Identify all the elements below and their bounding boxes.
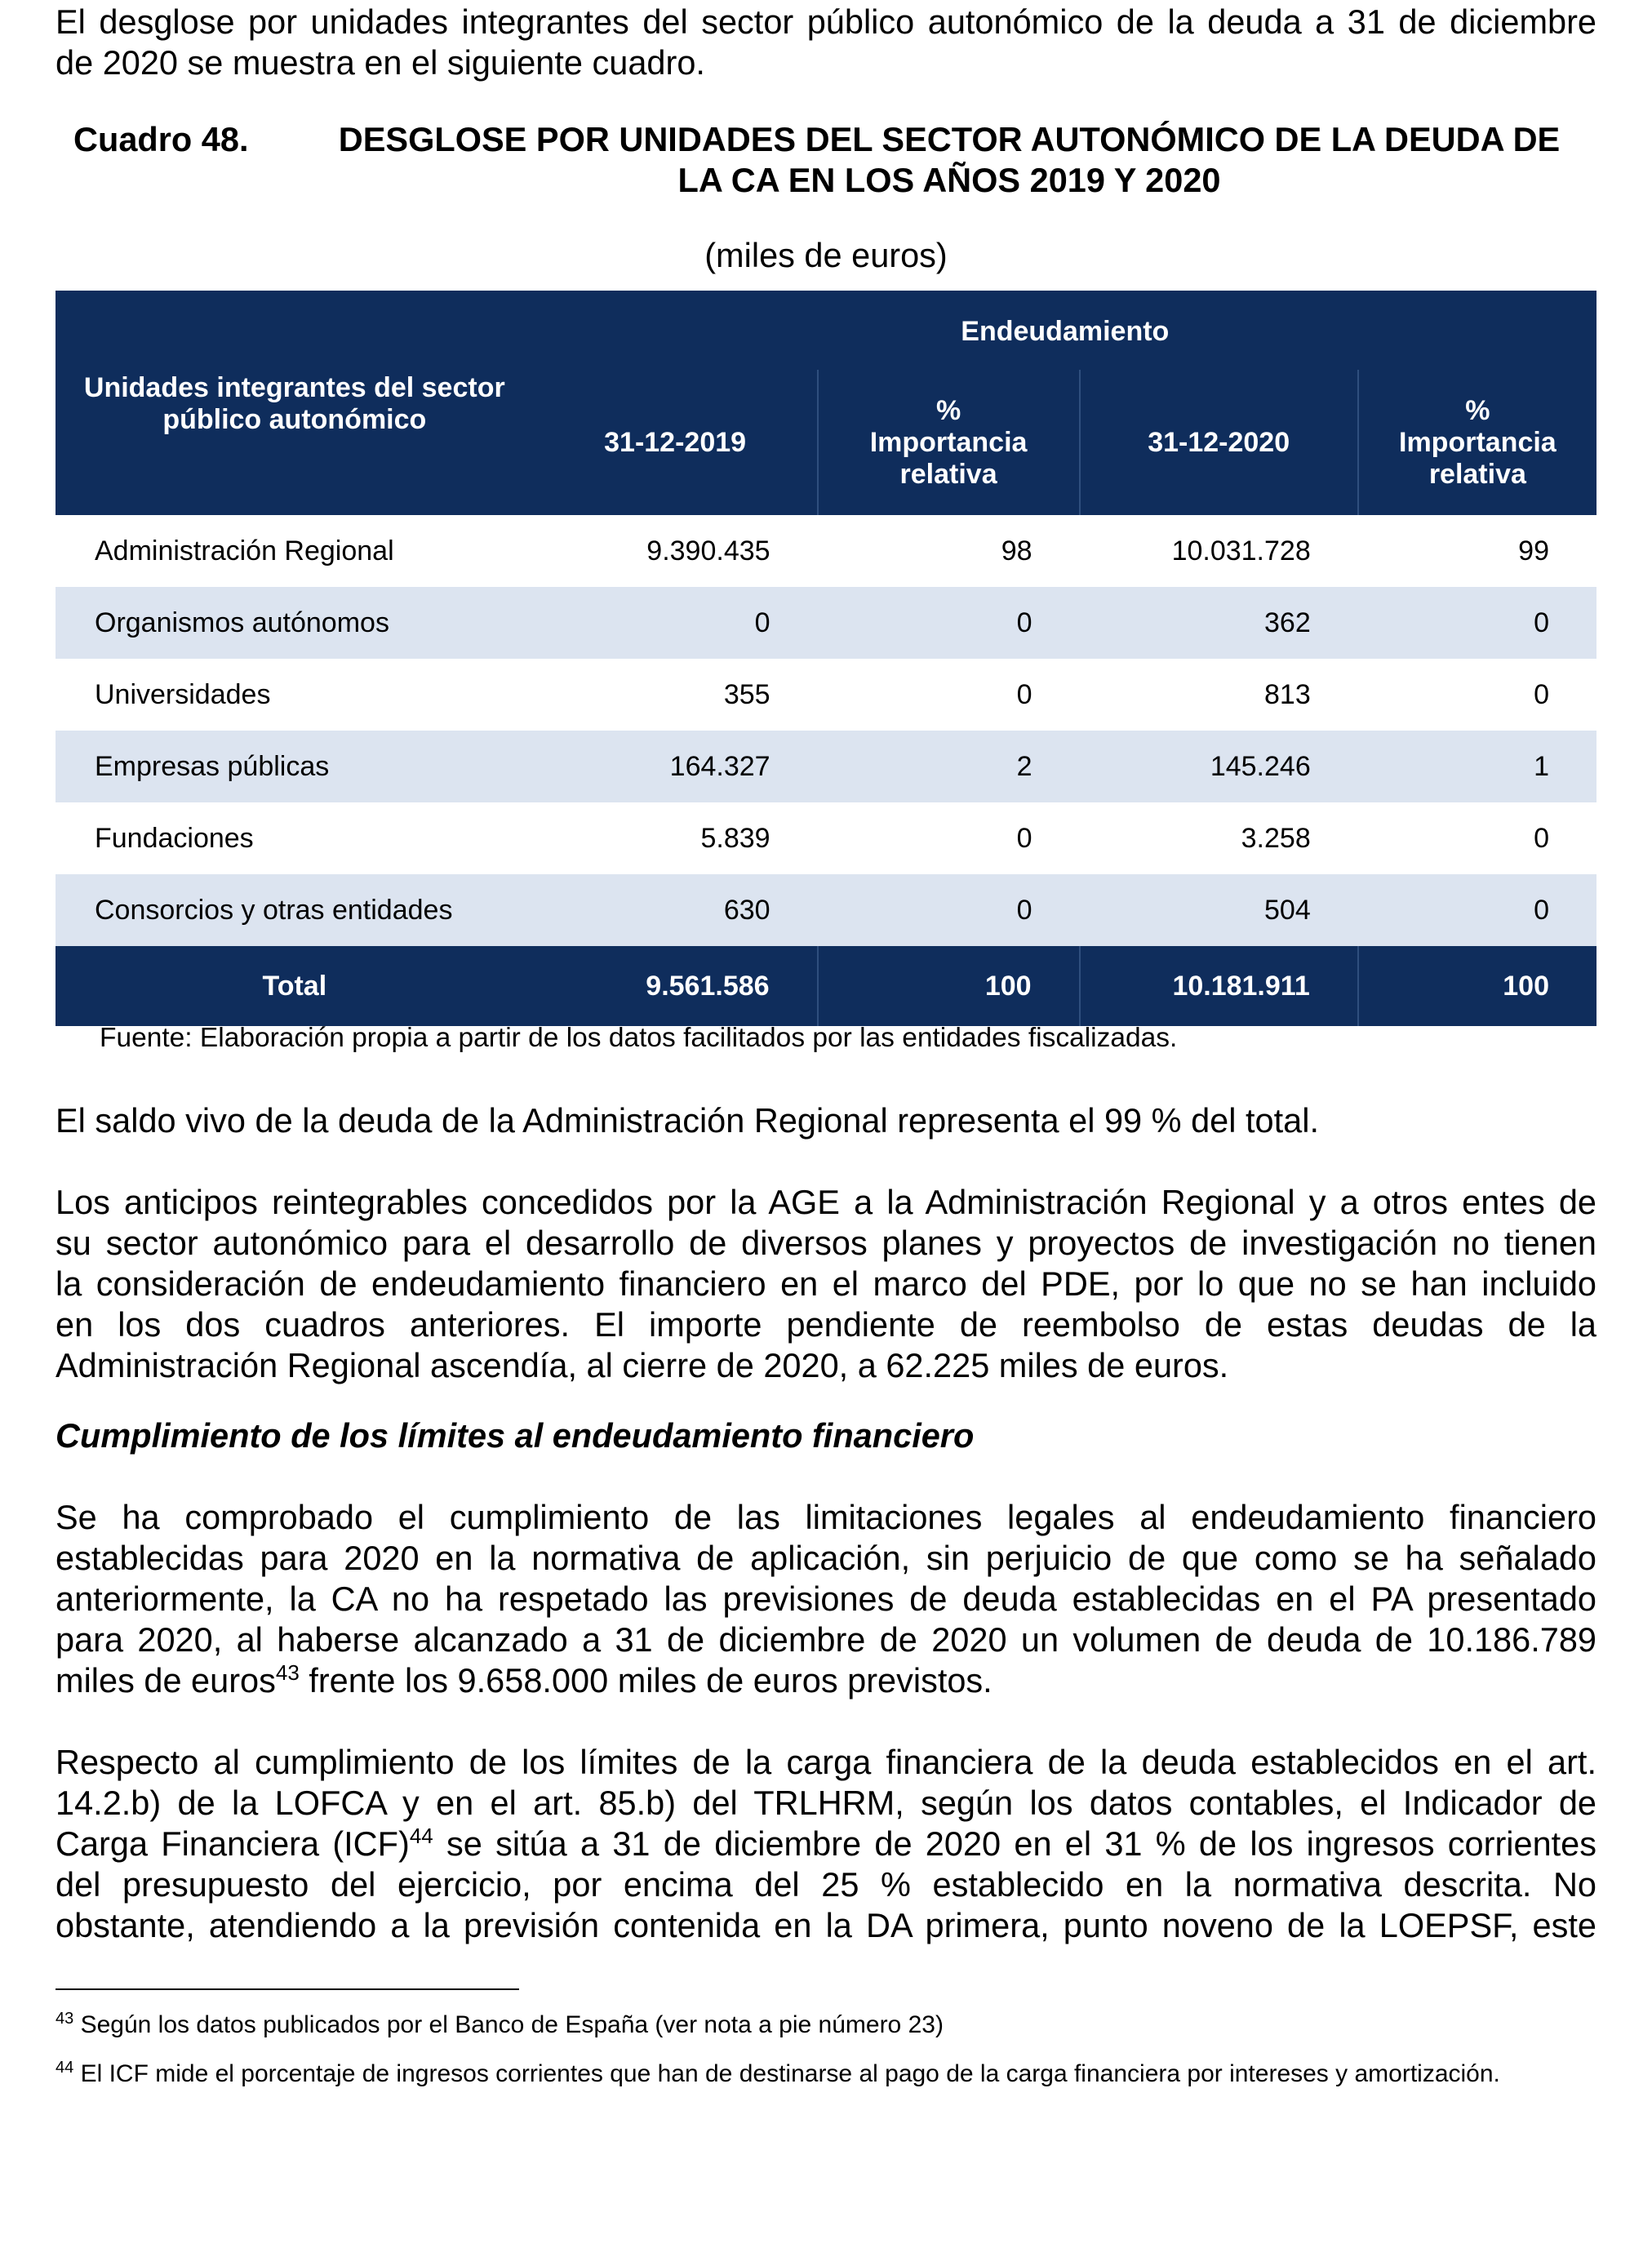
footnote-44 — [56, 2059, 1500, 2090]
header-pct-2019-line-2: Importancia — [869, 426, 1028, 458]
cell-pct-2020: 1 — [1358, 731, 1596, 802]
text-span: frente los 9.658.000 miles de euros previstos. — [299, 1661, 993, 1700]
cell-pct-2019: 98 — [1001, 535, 1032, 566]
caption-number: Cuadro 48. — [73, 120, 249, 158]
footnote-43 — [56, 2010, 944, 2041]
header-pct-2020 — [1358, 370, 1596, 515]
header-units-line-1: Unidades integrantes del sector — [83, 372, 505, 403]
caption-units: (miles de euros) — [704, 236, 948, 274]
paragraph-anticipos-line: su sector autonómico para el desarrollo de diversos planes y proyectos de investigación no tienen — [56, 1224, 1596, 1262]
section-heading: Cumplimiento de los límites al endeudamiento financiero — [56, 1416, 975, 1455]
paragraph-cumplimiento-line: Se ha comprobado el cumplimiento de las limitaciones legales al endeudamiento financiero — [56, 1498, 1596, 1536]
table-header-row-1 — [56, 292, 1596, 371]
table-row — [56, 515, 1596, 587]
row-label: Fundaciones — [95, 822, 254, 854]
cell-pct-2020: 99 — [1518, 535, 1549, 566]
total-2020: 10.181.911 — [1080, 946, 1358, 1026]
paragraph-cumplimiento-line: para 2020, al haberse alcanzado a 31 de diciembre de 2020 un volumen de deuda de 10.186.789 — [56, 1620, 1596, 1659]
paragraph-carga-line: Respecto al cumplimiento de los límites de la carga financiera de la deuda establecidos en el art. — [56, 1743, 1596, 1781]
row-label: Empresas públicas — [56, 731, 534, 802]
row-label: Consorcios y otras entidades — [56, 874, 534, 946]
header-pct-2019-line-3: relativa — [899, 458, 997, 490]
cell-pct-2019: 2 — [818, 731, 1080, 802]
cell-pct-2020: 0 — [1358, 587, 1596, 659]
cell-pct-2020: 0 — [1358, 874, 1596, 946]
header-2020: 31-12-2020 — [1080, 370, 1358, 515]
footnote-ref-43: 43 — [275, 1660, 300, 1686]
footnote-text: El ICF mide el porcentaje de ingresos corrientes que han de destinarse al pago de la carga financiera por intereses y amortización. — [73, 2060, 1500, 2087]
footnote-number: 43 — [56, 2010, 74, 2028]
cell-2019: 9.390.435 — [646, 535, 770, 566]
footnote-text: Según los datos publicados por el Banco de España (ver nota a pie número 23) — [73, 2011, 944, 2038]
paragraph-anticipos-line: Los anticipos reintegrables concedidos por la AGE a la Administración Regional y a otros entes de — [56, 1183, 1596, 1221]
cell-pct-2019: 0 — [1016, 678, 1032, 710]
cell-2019: 355 — [723, 678, 770, 710]
intro-line-1: El desglose por unidades integrantes del sector público autonómico de la deuda a 31 de diciembre — [56, 2, 1596, 41]
debt-breakdown-table — [56, 291, 1596, 1026]
table-total-row — [56, 946, 1596, 1026]
header-units — [56, 292, 534, 516]
row-label: Administración Regional — [95, 535, 394, 566]
row-label: Universidades — [95, 678, 271, 710]
footnote-divider — [56, 1988, 519, 1990]
header-pct-2019-line-1: % — [935, 394, 961, 426]
cell-2019: 164.327 — [534, 731, 818, 802]
cell-2019: 5.839 — [700, 822, 770, 854]
paragraph-carga-line — [56, 1824, 1596, 1864]
cell-pct-2020: 0 — [1534, 678, 1549, 710]
header-pct-2019 — [818, 370, 1080, 515]
paragraph-anticipos-line: Administración Regional ascendía, al cierre de 2020, a 62.225 miles de euros. — [56, 1346, 1229, 1384]
footnote-ref-44: 44 — [409, 1824, 433, 1849]
paragraph-carga-line: 14.2.b) de la LOFCA y en el art. 85.b) del TRLHRM, según los datos contables, el Indicador de — [56, 1784, 1596, 1822]
cell-2020: 504 — [1080, 874, 1358, 946]
paragraph-saldo-vivo: El saldo vivo de la deuda de la Administración Regional representa el 99 % del total. — [56, 1101, 1319, 1140]
table-source: Fuente: Elaboración propia a partir de los datos facilitados por las entidades fiscalizadas. — [100, 1023, 1178, 1053]
text-span: miles de euros — [56, 1661, 276, 1700]
intro-line-2: de 2020 se muestra en el siguiente cuadro. — [56, 43, 705, 82]
total-2019: 9.561.586 — [534, 946, 818, 1026]
header-pct-2020-line-1: % — [1465, 394, 1490, 426]
paragraph-cumplimiento-line: anteriormente, la CA no ha respetado las previsiones de deuda establecidas en el PA presentado — [56, 1580, 1596, 1618]
paragraph-cumplimiento-line: establecidas para 2020 en la normativa de aplicación, sin perjuicio de que como se ha señalado — [56, 1539, 1596, 1577]
cell-2020: 145.246 — [1080, 731, 1358, 802]
caption-title-line-1: DESGLOSE POR UNIDADES DEL SECTOR AUTONÓMICO DE LA DEUDA DE — [338, 120, 1561, 158]
table-row — [56, 874, 1596, 946]
footnote-number: 44 — [56, 2059, 74, 2077]
cell-pct-2019: 0 — [818, 587, 1080, 659]
paragraph-carga-line: del presupuesto del ejercicio, por encima del 25 % establecido en la normativa descrita. No — [56, 1865, 1596, 1904]
row-label: Organismos autónomos — [56, 587, 534, 659]
total-pct-2020: 100 — [1358, 946, 1596, 1026]
paragraph-anticipos-line: en los dos cuadros anteriores. El importe pendiente de reembolso de estas deudas de la — [56, 1305, 1596, 1344]
header-pct-2020-line-2: Importancia — [1399, 426, 1557, 458]
cell-2020: 10.031.728 — [1171, 535, 1311, 566]
cell-2019: 630 — [534, 874, 818, 946]
header-2019: 31-12-2019 — [534, 370, 818, 515]
cell-2020: 362 — [1080, 587, 1358, 659]
header-units-line-2: público autonómico — [162, 404, 427, 435]
header-pct-2020-line-3: relativa — [1428, 458, 1526, 490]
table-row — [56, 587, 1596, 659]
cell-2020: 813 — [1264, 678, 1311, 710]
cell-2019: 0 — [534, 587, 818, 659]
header-group-endeudamiento: Endeudamiento — [534, 292, 1596, 371]
cell-pct-2019: 0 — [818, 874, 1080, 946]
paragraph-anticipos-line: la consideración de endeudamiento financiero en el marco del PDE, por lo que no se han incluido — [56, 1264, 1596, 1303]
cell-pct-2019: 0 — [1016, 822, 1032, 854]
total-label: Total — [56, 946, 534, 1026]
table-row — [56, 659, 1596, 731]
paragraph-carga-line: obstante, atendiendo a la previsión contenida en la DA primera, punto noveno de la LOEPSF, este — [56, 1906, 1596, 1944]
caption-title-line-2: LA CA EN LOS AÑOS 2019 Y 2020 — [677, 161, 1221, 199]
total-pct-2019: 100 — [818, 946, 1080, 1026]
caption-title — [302, 119, 1596, 201]
text-span: se sitúa a 31 de diciembre de 2020 en el 31 % de los ingresos corrientes — [433, 1824, 1597, 1863]
table-row — [56, 731, 1596, 802]
cell-pct-2020: 0 — [1534, 822, 1549, 854]
paragraph-cumplimiento-line — [56, 1660, 1596, 1701]
text-span: Carga Financiera (ICF) — [56, 1824, 410, 1863]
cell-2020: 3.258 — [1241, 822, 1311, 854]
table-row — [56, 802, 1596, 874]
